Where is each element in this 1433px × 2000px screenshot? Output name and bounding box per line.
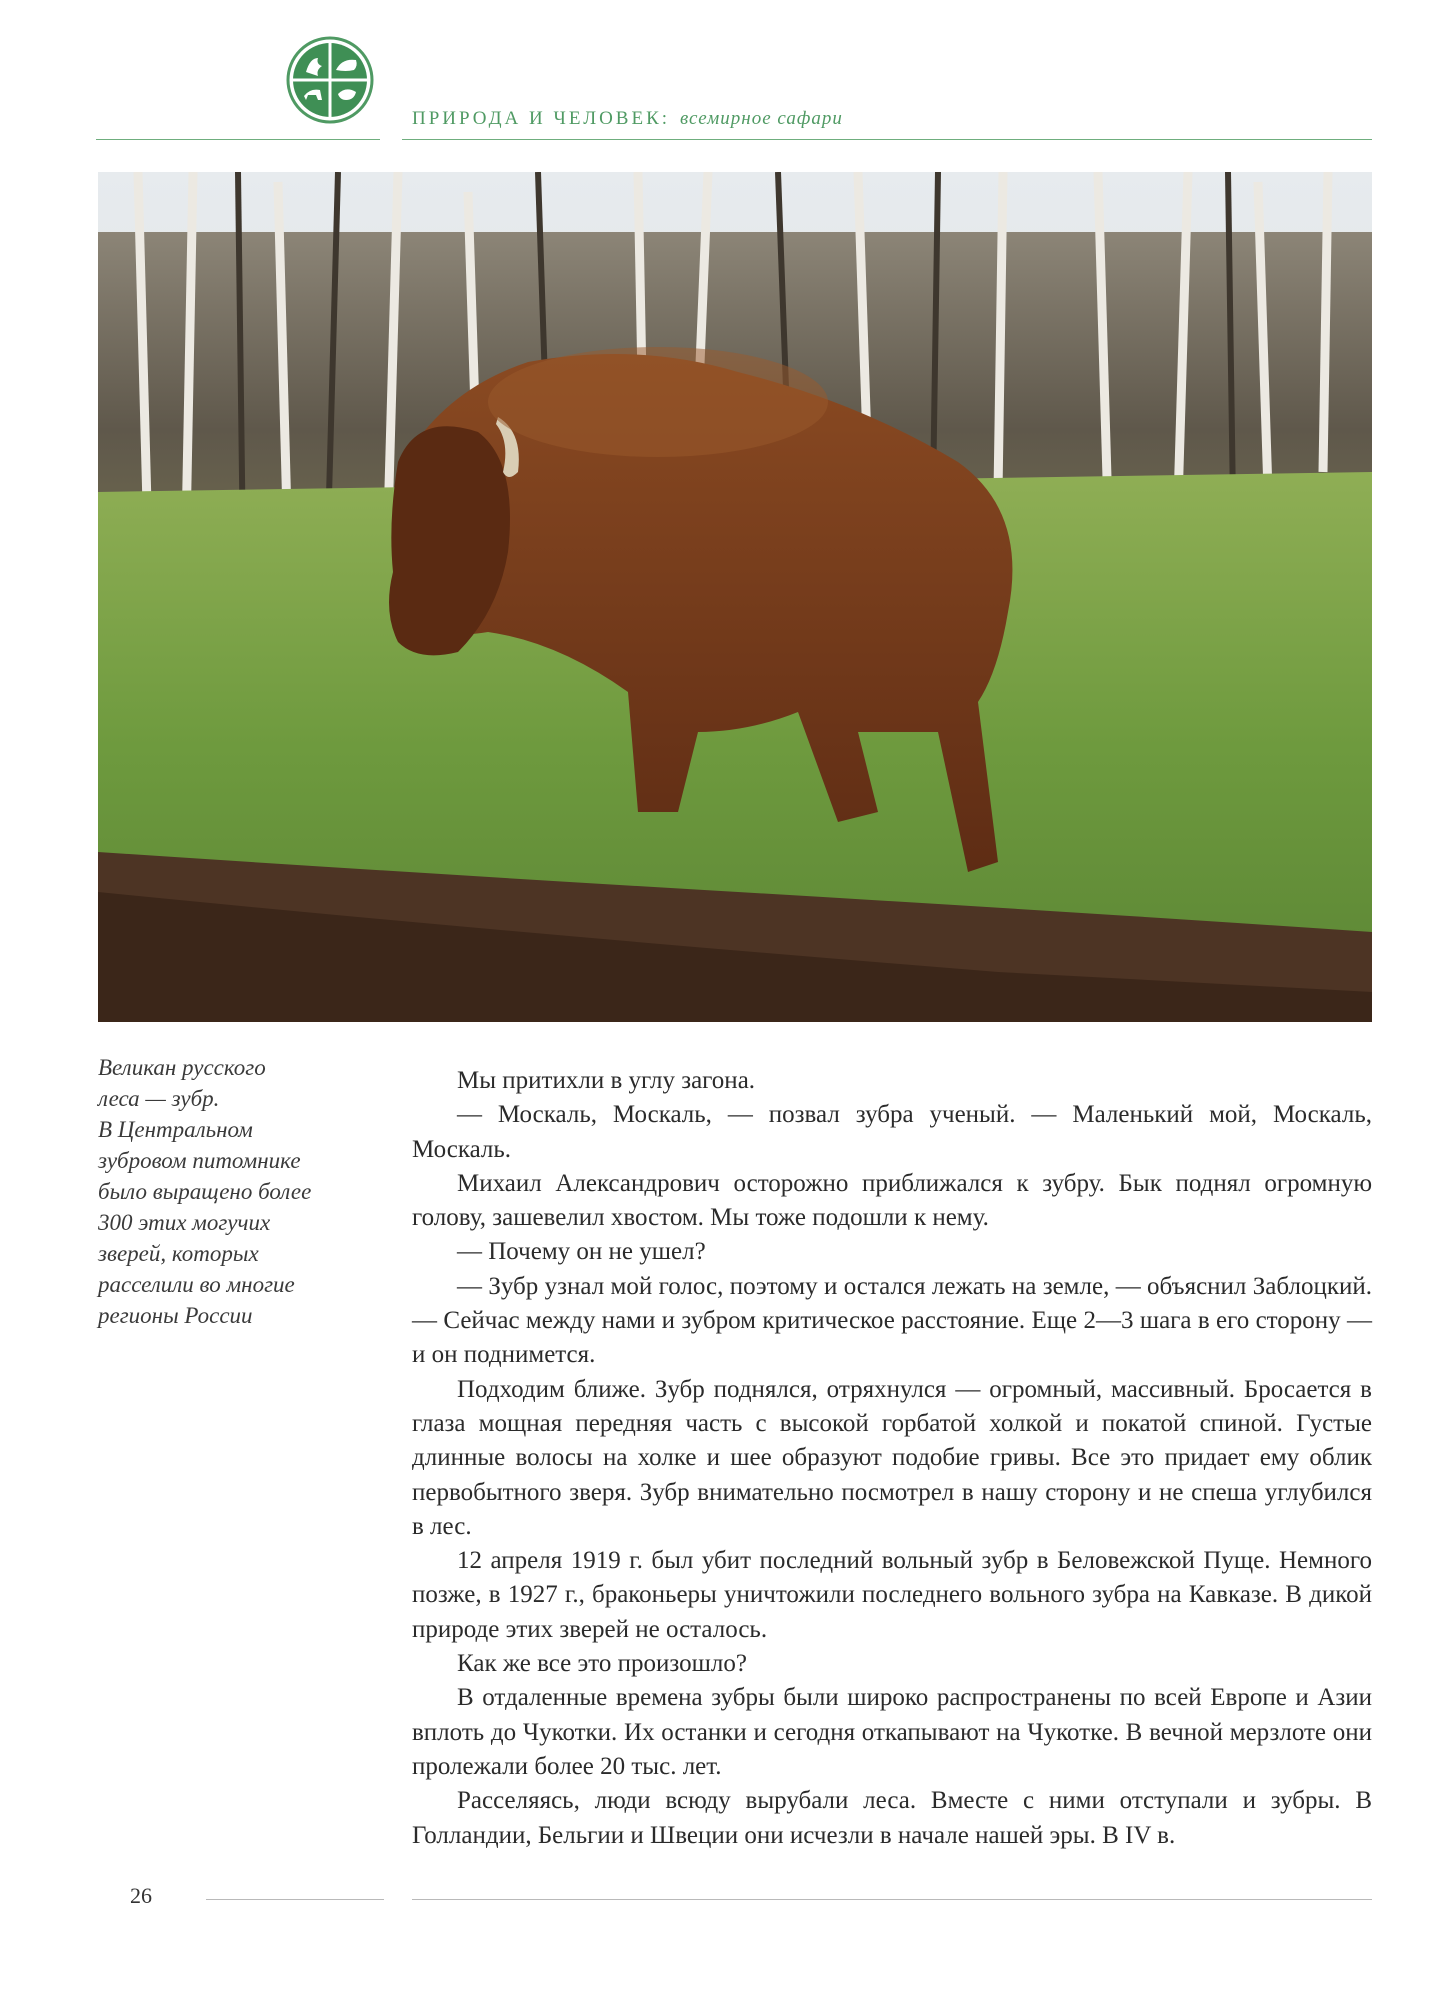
header-subtitle: всемирное сафари [680, 108, 843, 129]
photo-caption: Великан русского леса — зубр. В Центральном зубровом питомнике было выращено более 300 этих могучих зверей, которых расселили во многие регионы России [98, 1055, 312, 1328]
paragraph: Михаил Александрович осторожно приближался к зубру. Бык поднял огромную голову, зашевелил хвостом. Мы тоже подошли к нему. [412, 1169, 1372, 1232]
header-rule-left [96, 139, 380, 140]
article-body [412, 1064, 1372, 1853]
header-title: ПРИРОДА И ЧЕЛОВЕК: [412, 108, 671, 129]
page-number: 26 [130, 1883, 152, 1908]
paragraph: — Зубр узнал мой голос, поэтому и остался лежать на земле, — объяснил Заблоцкий. — Сейчас между нами и зубром критическое расстояние. Еще 2—3 шага в его сторону — и он поднимется. [412, 1272, 1372, 1369]
paragraph: В отдаленные времена зубры были широко распространены по всей Европе и Азии вплоть до Чукотки. Их останки и сегодня откапывают на Чукотке. В вечной мерзлоте они пролежали более 20 тыс. лет. [412, 1684, 1372, 1780]
paragraph: 12 апреля 1919 г. был убит последний вольный зубр в Беловежской Пуще. Немного позже, в 1927 г., браконьеры уничтожили последнего вольного зубра на Кавказе. В дикой природе этих зверей не осталось. [412, 1547, 1372, 1643]
paragraph: Мы притихли в углу загона. [457, 1067, 756, 1094]
footer-rule-left [206, 1899, 384, 1900]
paragraph: — Почему он не ушел? [457, 1238, 706, 1266]
footer-rule-right [412, 1899, 1372, 1900]
header-rule-right [402, 139, 1372, 140]
running-header [412, 108, 843, 130]
animal-quadrant-logo-icon [286, 36, 374, 124]
bison-photo [98, 172, 1372, 1022]
paragraph: Расселяясь, люди всюду вырубали леса. Вместе с ними отступали и зубры. В Голландии, Бельгии и Швеции они исчезли в начале нашей эры. В IV в. [412, 1787, 1372, 1849]
paragraph: Подходим ближе. Зубр поднялся, отряхнулся — огромный, массивный. Бросается в глаза мощная передняя часть с высокой горбатой холкой и покатой спиной. Густые длинные волосы на холке и шее образуют подобие гривы. Все это придает ему облик первобытного зверя. Зубр внимательно посмотрел в нашу сторону и не спеша углубился в лес. [412, 1375, 1372, 1540]
paragraph: — Москаль, Москаль, — позвал зубра ученый. — Маленький мой, Москаль, Москаль. [412, 1101, 1372, 1163]
paragraph: Как же все это произошло? [457, 1650, 747, 1678]
